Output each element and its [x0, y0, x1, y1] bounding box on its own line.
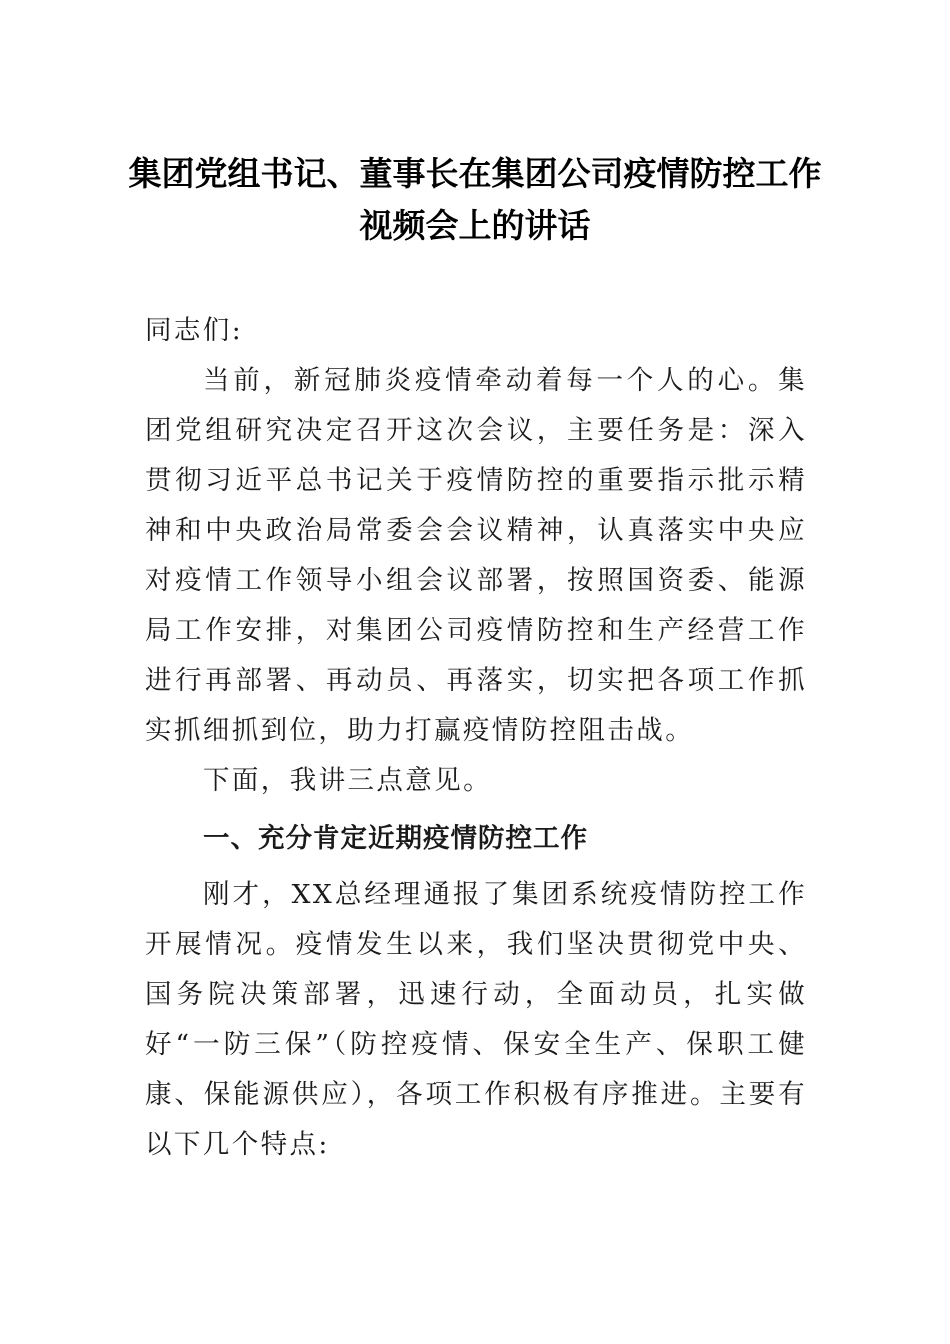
salutation: 同志们: — [145, 315, 244, 346]
paragraph-outline: 下面，我讲三点意见。 — [203, 765, 492, 796]
section-heading: 一、充分肯定近期疫情防控工作 — [203, 823, 588, 854]
document-title: 集团党组书记、董事长在集团公司疫情防控工作视频会上的讲话 — [128, 154, 822, 246]
paragraph-intro: 当前，新冠肺炎疫情牵动着每一个人的心。集团党组研究决定召开这次会议，主要任务是：深入贯彻习近平总书记关于疫情防控的重要指示批示精神和中央政治局常委会会议精神，认真落实中央应对疫情工作领导小组会议部署，按照国资委、能源局工作安排，对集团公司疫情防控和生产经营工作进行再部署、再动员、再落实，切实把各项工作抓实抓细抓到位，助力打赢疫情防控阻击战。 — [145, 365, 807, 746]
section-paragraph: 刚才，XX总经理通报了集团系统疫情防控工作开展情况。疫情发生以来，我们坚决贯彻党中央、国务院决策部署，迅速行动，全面动员，扎实做好“一防三保”（防控疫情、保安全生产、保职工健康、保能源供应），各项工作积极有序推进。主要有以下几个特点: — [145, 879, 807, 1160]
